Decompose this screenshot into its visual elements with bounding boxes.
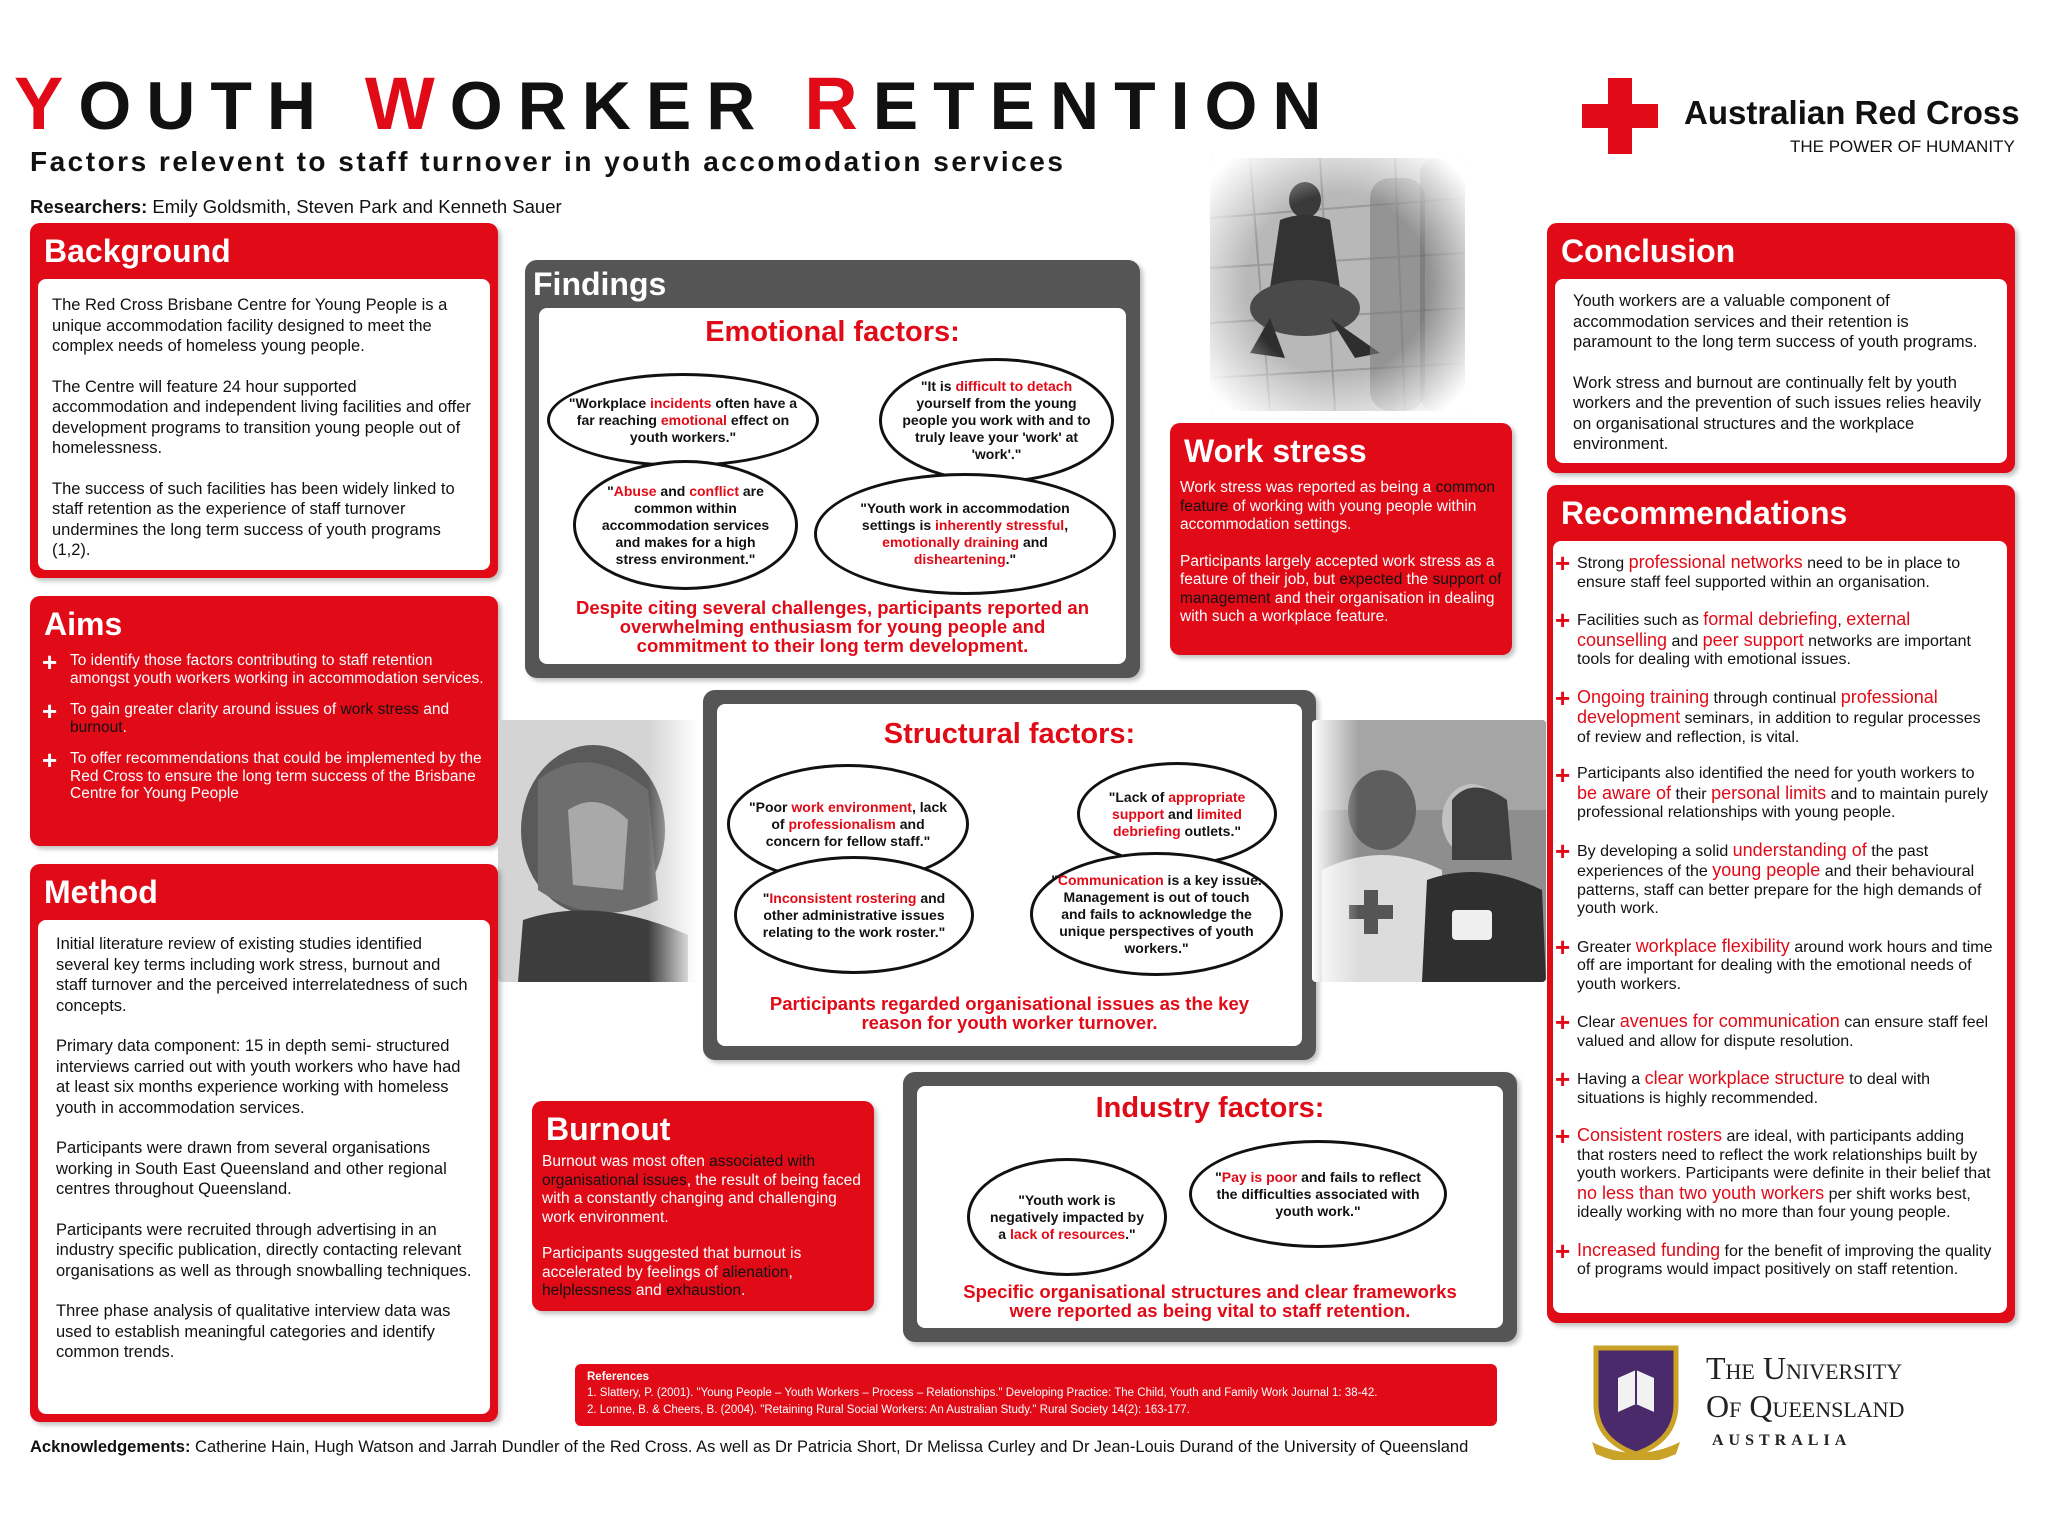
uq-name-line3: AUSTRALIA xyxy=(1712,1432,1852,1449)
industry-quote xyxy=(967,1158,1167,1276)
distressed-girl-photo xyxy=(498,720,698,982)
method-body xyxy=(38,920,490,1414)
plus-icon: + xyxy=(1555,1007,1571,1037)
highlighted-phrase: conflict xyxy=(689,482,739,499)
homeless-youth-photo xyxy=(1210,158,1465,411)
highlighted-phrase: emotionally draining xyxy=(882,534,1020,550)
plus-icon: + xyxy=(1555,760,1571,790)
aim-item: + To gain greater clarity around issues of work stress and burnout. xyxy=(42,696,450,736)
highlighted-phrase: understanding of xyxy=(1732,839,1867,860)
panel-paragraph: Burnout was most often associated with organisational issues, the result of being faced with a constantly changing and challenging work environment. xyxy=(542,1153,861,1226)
highlighted-phrase: helplessness xyxy=(542,1282,632,1299)
quote-text: "Inconsistent rostering and other administrative issues relating to the work roster." xyxy=(762,889,946,940)
background-panel xyxy=(30,223,498,578)
method-paragraph: Participants were recruited through advertising in an industry specific publication, directly contacting relevant organisations as well as through snowballing techniques. xyxy=(56,1220,472,1280)
structural-quote xyxy=(734,856,974,974)
highlighted-phrase: burnout xyxy=(70,718,123,736)
aims-title: Aims xyxy=(44,606,123,642)
title-word: RETENTION xyxy=(804,62,1337,145)
quote-text: "Communication is a key issue. Management is out of touch and fails to acknowledge the unique perspectives of youth workers." xyxy=(1051,871,1262,956)
panel-paragraph: Participants suggested that burnout is accelerated by feelings of alienation, helplessness and exhaustion. xyxy=(542,1245,802,1299)
researchers-label: Researchers: xyxy=(30,196,148,217)
highlighted-phrase: common feature xyxy=(1180,479,1496,515)
highlighted-phrase: Abuse xyxy=(613,482,657,499)
reference-item: 1. Slattery, P. (2001). "Young People – Youth Workers – Process – Relationships." Developing Practice: The Child, Youth and Family Work Journal 1: 38-42. xyxy=(587,1387,1378,1399)
highlighted-phrase: lack of resources xyxy=(1009,1225,1126,1242)
quote-text: "Abuse and conflict are common within accommodation services and makes for a high stress environment." xyxy=(601,482,770,567)
red-cross-icon xyxy=(1582,78,1658,154)
highlighted-phrase: professionalism xyxy=(788,815,896,832)
uq-name-line2: Of Queensland xyxy=(1706,1388,1905,1424)
uq-name-line1: The University xyxy=(1706,1350,1903,1386)
aim-item: + To identify those factors contributing to staff retention amongst youth workers working in accommodation services. xyxy=(42,647,484,687)
recommendations-panel xyxy=(1547,485,2015,1323)
method-panel xyxy=(30,864,498,1422)
highlighted-phrase: support of management xyxy=(1180,571,1502,607)
method-paragraph: Primary data component: 15 in depth semi- structured interviews carried out with youth workers who have had at least six months experience working with homeless youth in accommodation services. xyxy=(56,1037,461,1117)
recommendation-item: + Clear avenues for communication can ensure staff feel valued and allow for dispute resolution. xyxy=(1555,1007,1989,1050)
highlighted-phrase: Pay is poor xyxy=(1221,1168,1298,1185)
industry-quote xyxy=(1189,1140,1447,1248)
volunteers-photo xyxy=(1312,720,1546,982)
highlighted-phrase: clear workplace structure xyxy=(1644,1068,1845,1088)
highlighted-phrase: avenues for communication xyxy=(1619,1011,1840,1031)
highlighted-phrase: incidents xyxy=(650,394,712,411)
structural-factors-title: Structural factors: xyxy=(883,718,1136,750)
recommendations-title: Recommendations xyxy=(1561,495,1848,531)
highlighted-phrase: inherently stressful xyxy=(935,517,1065,533)
recommendation-item: + Participants also identified the need for youth workers to be aware of their personal limits and to maintain purely professional relationships with young people. xyxy=(1555,760,1988,821)
recommendation-item: + Ongoing training through continual professional development seminars, in addition to regular processes of review and reflection, is vital. xyxy=(1555,682,1981,746)
recommendation-item: + Facilities such as formal debriefing, external counselling and peer support networks are important tools for dealing with emotional issues. xyxy=(1555,605,1971,668)
aim-item: + To offer recommendations that could be implemented by the Red Cross to ensure the long term success of the Brisbane Centre for Young People xyxy=(42,745,482,802)
recommendations-list xyxy=(1553,548,1995,1280)
conclusion-panel xyxy=(1547,223,2015,473)
plus-icon: + xyxy=(1555,931,1571,962)
emotional-quote xyxy=(879,358,1114,483)
plus-icon: + xyxy=(1555,1064,1571,1094)
findings-frame xyxy=(525,260,1140,678)
emotional-factors-box xyxy=(539,308,1126,664)
highlighted-phrase: difficult to detach xyxy=(955,378,1073,394)
aims-panel xyxy=(30,596,498,846)
highlighted-phrase: exhaustion xyxy=(666,1282,742,1299)
method-paragraph: Three phase analysis of qualitative interview data was used to establish meaningful categories and identify common trends. xyxy=(56,1302,451,1361)
recommendation-item: + Having a clear workplace structure to deal with situations is highly recommended. xyxy=(1555,1064,1931,1107)
quote-text: "Youth work in accommodation settings is inherently stressful, emotionally draining and disheartening." xyxy=(860,500,1070,567)
acknowledgements xyxy=(30,1438,1468,1457)
quote-text: "Poor work environment, lack of professionalism and concern for fellow staff." xyxy=(748,798,948,849)
title-word: WORKER xyxy=(364,62,771,145)
highlighted-phrase: work environment xyxy=(791,798,912,815)
highlighted-phrase: Increased funding xyxy=(1577,1239,1721,1260)
highlighted-phrase: expected xyxy=(1339,571,1403,588)
distressed-girl-image xyxy=(498,720,698,982)
recommendation-item: + Strong professional networks need to be in place to ensure staff feel supported within an organisation. xyxy=(1555,548,1961,591)
conclusion-body xyxy=(1555,279,2007,463)
structural-quote xyxy=(1077,762,1277,866)
highlighted-phrase: no less than two youth workers xyxy=(1577,1182,1825,1203)
burnout-panel xyxy=(532,1101,874,1311)
work-stress-title: Work stress xyxy=(1184,433,1367,469)
recommendation-item: + Greater workplace flexibility around work hours and time off are important for dealing with the emotional needs of youth workers. xyxy=(1555,931,1993,993)
structural-factors-box xyxy=(717,704,1302,1046)
highlighted-phrase: Inconsistent rostering xyxy=(769,889,917,906)
highlighted-phrase: associated with organisational issues xyxy=(542,1153,816,1189)
highlighted-phrase: young people xyxy=(1712,860,1821,880)
background-body xyxy=(38,279,490,570)
references-title: References xyxy=(587,1371,650,1383)
researchers-line xyxy=(30,196,562,218)
plus-icon: + xyxy=(1555,835,1571,866)
references-box xyxy=(575,1364,1497,1426)
highlighted-phrase: emotional xyxy=(660,411,727,428)
highlighted-phrase: disheartening xyxy=(913,551,1006,567)
emotional-quote xyxy=(547,373,819,467)
method-title: Method xyxy=(44,874,158,910)
industry-factors-title: Industry factors: xyxy=(1095,1092,1325,1124)
findings-title: Findings xyxy=(533,266,667,302)
homeless-youth-image xyxy=(1210,158,1465,411)
recommendation-item: + Consistent rosters are ideal, with participants adding that rosters need to reflect the work relationships built by youth workers. Participants were definite in their belief that no less than two youth workers per shift works best, ideally working with no more than four young people. xyxy=(1555,1121,1991,1221)
structural-frame xyxy=(703,690,1316,1060)
emotional-summary: Despite citing several challenges, participants reported an overwhelming enthusiasm for young people and commitment to their long term development. xyxy=(575,597,1090,656)
researchers-names: Emily Goldsmith, Steven Park and Kenneth Sauer xyxy=(152,196,562,217)
highlighted-phrase: personal limits xyxy=(1711,782,1827,803)
work-stress-panel xyxy=(1170,423,1512,655)
burnout-body xyxy=(542,1153,868,1301)
highlighted-phrase: Consistent rosters xyxy=(1577,1125,1723,1145)
work-stress-body xyxy=(1180,479,1506,627)
background-paragraph: The Centre will feature 24 hour supported accommodation and independent living facilities and offer development programs to transition young people out of homelessness. xyxy=(52,377,471,457)
method-paragraph: Participants were drawn from several organisations working in South East Queensland and other regional centres throughout Queensland. xyxy=(56,1139,447,1198)
plus-icon: + xyxy=(1555,605,1571,635)
highlighted-phrase: limited debriefing xyxy=(1113,805,1242,839)
aims-list xyxy=(30,647,490,817)
plus-icon: + xyxy=(42,696,58,726)
red-cross-logo-tagline: THE POWER OF HUMANITY xyxy=(1790,137,2015,156)
quote-text: "Pay is poor and fails to reflect the difficulties associated with youth work." xyxy=(1215,1168,1421,1219)
acknowledgements-text: Catherine Hain, Hugh Watson and Jarrah Dundler of the Red Cross. As well as Dr Patricia Short, Dr Melissa Curley and Dr Jean-Louis Durand of the University of Queensland xyxy=(195,1438,1469,1456)
conclusion-paragraph: Youth workers are a valuable component of accommodation services and their retention is paramount to the long term success of youth programs. xyxy=(1573,292,1978,351)
highlighted-phrase: be aware of xyxy=(1577,782,1672,803)
background-paragraph: The Red Cross Brisbane Centre for Young People is a unique accommodation facility designed to meet the complex needs of homeless young people. xyxy=(52,296,448,355)
emotional-quote xyxy=(573,460,798,590)
background-title: Background xyxy=(44,233,231,269)
burnout-title: Burnout xyxy=(546,1111,671,1147)
plus-icon: + xyxy=(1555,548,1571,578)
conclusion-paragraph: Work stress and burnout are continually felt by youth workers and the prevention of such issues relies heavily on organisational structures and the workplace environment. xyxy=(1573,373,1982,453)
method-paragraph: Initial literature review of existing studies identified several key terms including work stress, burnout and staff turnover and the perceived interrelatedness of such concepts. xyxy=(56,935,468,1015)
highlighted-phrase: formal debriefing xyxy=(1703,609,1838,629)
highlighted-phrase: professional networks xyxy=(1628,552,1803,572)
poster-subtitle: Factors relevent to staff turnover in youth accomodation services xyxy=(30,146,1066,177)
quote-text: "Youth work is negatively impacted by a lack of resources." xyxy=(989,1191,1145,1242)
highlighted-phrase: peer support xyxy=(1702,629,1804,650)
recommendation-item: + By developing a solid understanding of the past experiences of the young people and their behavioural patterns, staff can better prepare for the high demands of youth work. xyxy=(1555,835,1982,917)
industry-factors-box xyxy=(917,1086,1503,1328)
structural-quote xyxy=(1030,852,1283,976)
plus-icon: + xyxy=(42,647,58,677)
highlighted-phrase: appropriate support xyxy=(1112,788,1246,822)
emotional-quote xyxy=(814,473,1116,595)
red-cross-logo-name: Australian Red Cross xyxy=(1684,94,2020,131)
highlighted-phrase: professional development xyxy=(1577,686,1938,727)
highlighted-phrase: work stress xyxy=(340,701,419,718)
industry-summary: Specific organisational structures and clear frameworks were reported as being vital to staff retention. xyxy=(963,1281,1457,1321)
quote-text: "Lack of appropriate support and limited debriefing outlets." xyxy=(1108,788,1246,839)
poster-title xyxy=(14,62,1337,145)
recommendations-body xyxy=(1553,541,2007,1313)
plus-icon: + xyxy=(1555,682,1571,713)
panel-paragraph: Participants largely accepted work stress as a feature of their job, but expected the support of management and their organisation in dealing with such a workplace feature. xyxy=(1180,552,1502,625)
reference-item: 2. Lonne, B. & Cheers, B. (2004). "Retaining Rural Social Workers: An Australian Study." Rural Society 14(2): 163-177. xyxy=(587,1404,1190,1416)
panel-paragraph: Work stress was reported as being a common feature of working with young people within accommodation settings. xyxy=(1180,479,1496,533)
highlighted-phrase: Ongoing training xyxy=(1577,686,1710,707)
plus-icon: + xyxy=(1555,1121,1571,1151)
plus-icon: + xyxy=(42,745,58,775)
uq-crest-icon xyxy=(1590,1342,1682,1460)
plus-icon: + xyxy=(1555,1235,1571,1266)
highlighted-phrase: workplace flexibility xyxy=(1635,935,1790,956)
title-word: YOUTH xyxy=(14,62,332,145)
highlighted-phrase: external counselling xyxy=(1577,609,1911,650)
quote-text: "Workplace incidents often have a far reaching emotional effect on youth workers." xyxy=(568,394,798,445)
conclusion-title: Conclusion xyxy=(1561,233,1736,269)
background-paragraph: The success of such facilities has been widely linked to staff retention as the experience of staff turnover undermines the long term success of youth programs (1,2). xyxy=(52,479,455,559)
volunteers-image xyxy=(1312,720,1546,982)
quote-text: "It is difficult to detach yourself from the young people you work with and to truly leave your 'work' at 'work'." xyxy=(902,378,1091,462)
industry-frame xyxy=(903,1072,1517,1342)
emotional-factors-title: Emotional factors: xyxy=(705,316,960,348)
highlighted-phrase: Communication xyxy=(1057,871,1164,888)
recommendation-item: + Increased funding for the benefit of improving the quality of programs would impact positively on staff retention. xyxy=(1555,1235,1992,1278)
structural-summary: Participants regarded organisational issues as the key reason for youth worker turnover. xyxy=(769,993,1250,1033)
highlighted-phrase: alienation xyxy=(722,1263,789,1281)
acknowledgements-label: Acknowledgements: xyxy=(30,1438,191,1456)
